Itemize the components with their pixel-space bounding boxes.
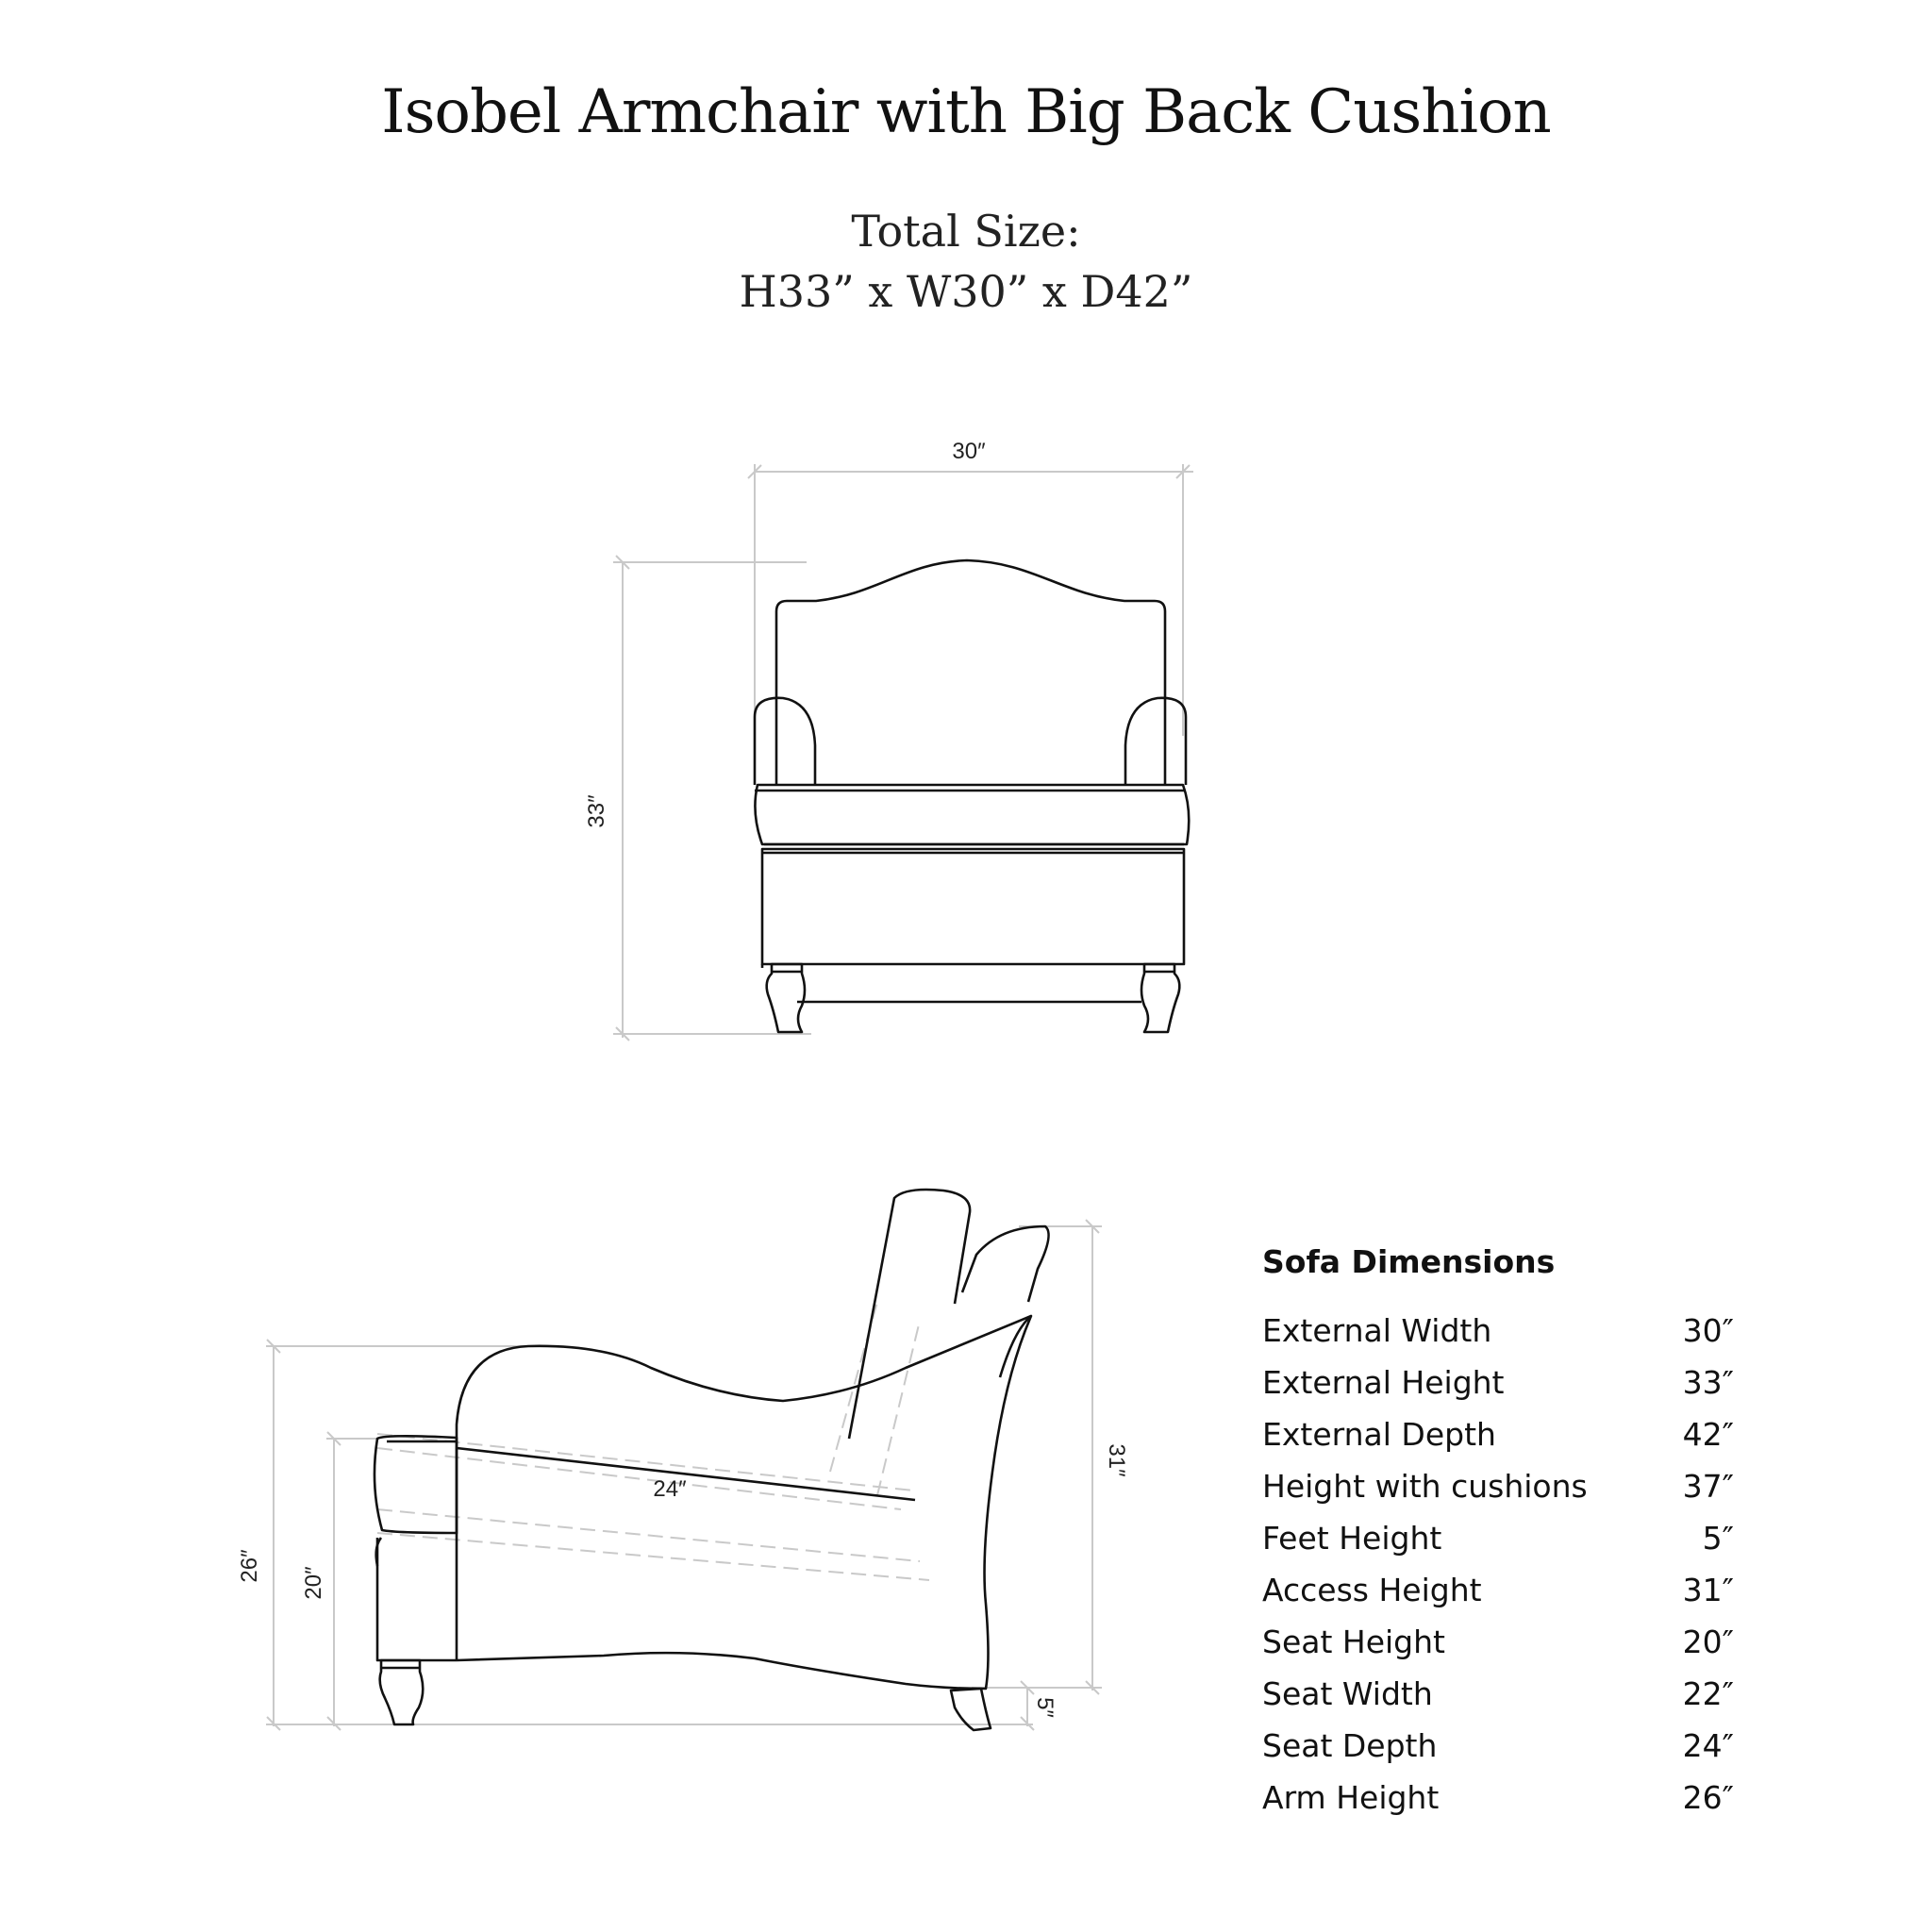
spec-label: Height with cushions (1262, 1468, 1588, 1505)
spec-value: 37″ (1682, 1468, 1734, 1505)
spec-label: Seat Width (1262, 1675, 1433, 1712)
spec-label: Access Height (1262, 1572, 1482, 1608)
spec-row (1262, 1520, 1734, 1572)
side-access-height-label: 31″ (1104, 1443, 1129, 1477)
spec-label: Arm Height (1262, 1779, 1440, 1816)
spec-value: 5″ (1702, 1520, 1734, 1557)
side-feet-height-label: 5″ (1032, 1697, 1058, 1718)
side-seat-depth-label: 24″ (653, 1476, 687, 1502)
total-size-value: H33” x W30” x D42” (739, 266, 1193, 317)
spec-label: Feet Height (1262, 1520, 1442, 1557)
front-height-label: 33″ (584, 794, 609, 828)
spec-label: External Depth (1262, 1416, 1496, 1453)
spec-row (1262, 1572, 1734, 1624)
spec-value: 30″ (1682, 1312, 1734, 1349)
front-view-drawing (584, 439, 1193, 1041)
spec-value: 31″ (1682, 1572, 1734, 1608)
side-view-drawing (237, 1190, 1129, 1730)
spec-value: 22″ (1682, 1675, 1734, 1712)
spec-value: 20″ (1682, 1624, 1734, 1660)
spec-row (1262, 1364, 1734, 1416)
spec-row (1262, 1312, 1734, 1364)
spec-label: External Width (1262, 1312, 1492, 1349)
spec-row (1262, 1624, 1734, 1675)
front-dimension-lines (613, 464, 1193, 1041)
spec-value: 33″ (1682, 1364, 1734, 1401)
spec-row (1262, 1468, 1734, 1520)
specs-title: Sofa Dimensions (1262, 1243, 1556, 1280)
spec-row (1262, 1416, 1734, 1468)
side-arm-height-label: 26″ (237, 1549, 262, 1583)
page-title: Isobel Armchair with Big Back Cushion (381, 77, 1551, 147)
spec-row (1262, 1779, 1734, 1831)
spec-label: External Height (1262, 1364, 1505, 1401)
spec-label: Seat Depth (1262, 1727, 1438, 1764)
spec-row (1262, 1727, 1734, 1779)
total-size-label: Total Size: (851, 206, 1081, 257)
side-seat-height-label: 20″ (301, 1566, 326, 1600)
spec-value: 42″ (1682, 1416, 1734, 1453)
spec-label: Seat Height (1262, 1624, 1445, 1660)
front-chair-outline (755, 560, 1189, 1032)
spec-row (1262, 1675, 1734, 1727)
spec-value: 24″ (1682, 1727, 1734, 1764)
front-width-label: 30″ (952, 439, 986, 464)
specs-panel (1262, 1243, 1734, 1831)
spec-value: 26″ (1682, 1779, 1734, 1816)
